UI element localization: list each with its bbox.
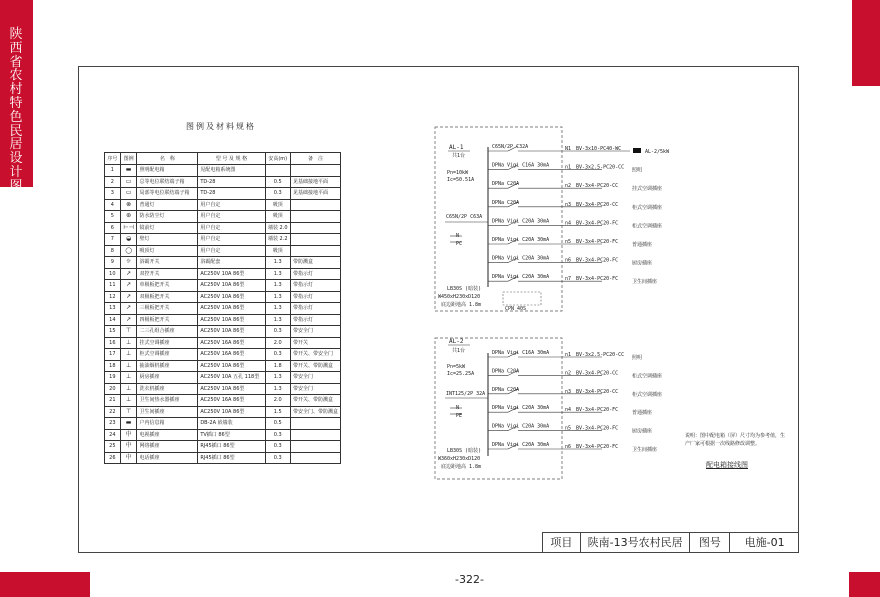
legend-spec: RJ45插口 86型 [198, 441, 265, 453]
project-value: 陕南-13号农村民居 [581, 533, 691, 553]
legend-no: 14 [105, 314, 121, 326]
legend-height: 0.3 [265, 441, 290, 453]
al2-pe: PE [456, 413, 463, 419]
legend-no: 3 [105, 188, 121, 200]
legend-name: 抽油烟机插座 [137, 360, 198, 372]
legend-no: 18 [105, 360, 121, 372]
three-gang-switch-icon: ↗ [126, 304, 132, 312]
al2-neutral: N [456, 405, 460, 411]
circuit-breaker: DPNa C20A [492, 368, 520, 375]
legend-no: 12 [105, 291, 121, 303]
legend-title: 图例及材料规格 [186, 122, 256, 131]
circuit-id: n6 [565, 257, 572, 264]
legend-height: 0.3 [265, 326, 290, 338]
circuit-load: 柜式空调插座 [632, 204, 663, 211]
legend-note: 带指示灯 [290, 303, 340, 315]
double-switch-icon: ↗ [126, 269, 132, 277]
circuit-cable: BV-3x4-PC20-FC [576, 444, 619, 450]
legend-no: 16 [105, 337, 121, 349]
circuit-breaker: DPNa Vigi C20A 30mA [492, 274, 550, 281]
waterproof-lamp-icon: ⊛ [126, 212, 132, 220]
legend-name: 挂式空调插座 [137, 337, 198, 349]
legend-spec: 用户自定 [198, 234, 265, 246]
legend-no: 17 [105, 349, 121, 361]
legend-spec: 见配电箱系统图 [198, 165, 265, 177]
legend-no: 11 [105, 280, 121, 292]
al2-sub: 共1台 [452, 348, 466, 354]
legend-spec: 用户自定 [198, 199, 265, 211]
legend-name: 双极板把开关 [137, 291, 198, 303]
legend-name: 普通灯 [137, 199, 198, 211]
circuit-breaker: DPNa Vigi C20A 30mA [492, 218, 550, 225]
title-block [542, 532, 799, 553]
al1-name: AL-1 [449, 144, 464, 151]
circuit-cable: BV-3x2.5-PC20-CC [576, 164, 625, 171]
legend-height: 0.5 [265, 176, 290, 188]
legend-header-no: 序号 [105, 153, 121, 165]
legend-no: 19 [105, 372, 121, 384]
legend-no: 15 [105, 326, 121, 338]
legend-height: 0.5 [265, 418, 290, 430]
legend-header-icon: 图例 [120, 153, 137, 165]
legend-name: 浴霸开关 [137, 257, 198, 269]
legend-name: 洗衣机插座 [137, 383, 198, 395]
circuit-id: n5 [565, 425, 572, 432]
legend-height: 1.3 [265, 257, 290, 269]
diagram-note: 说明：图中配电箱（屏）尺寸均为参考值，生产厂家可根据一次线路修改调整。 [685, 433, 786, 447]
tv-terminal-icon: ▭ [125, 177, 132, 185]
al2-name: AL-2 [449, 338, 464, 345]
legend-spec: TD-28 [198, 176, 265, 188]
legend-no: 22 [105, 406, 121, 418]
al1-spd: CPN 40S [505, 306, 527, 312]
legend-no: 20 [105, 383, 121, 395]
legend-no: 4 [105, 199, 121, 211]
al1-sub: 共1台 [452, 153, 466, 159]
legend-note: 带指示灯 [290, 314, 340, 326]
al2-incoming-breaker: INT125/2P 32A [446, 391, 486, 397]
legend-height: 1.5 [265, 406, 290, 418]
al2-circuits [488, 350, 662, 453]
legend-name: 照明配电箱 [137, 165, 198, 177]
circuit-cable: BV-3x4-PC20-CC [576, 388, 619, 395]
legend-note: 见基础接地平面 [290, 176, 340, 188]
legend-height: 墙装 2.0 [265, 222, 290, 234]
legend-spec: AC250V 10A 86型 [198, 291, 265, 303]
bath-switch-icon: ☼ [125, 258, 132, 266]
distribution-box-icon: ▬ [125, 166, 132, 174]
legend-spec: AC250V 10A 五孔 118型 [198, 372, 265, 384]
legend-height: 1.3 [265, 280, 290, 292]
circuit-breaker: DPNa Vigi C20A 30mA [492, 405, 550, 412]
al2-box-model: LB30S (暗装) [447, 448, 482, 454]
fluorescent-lamp-icon: ⊢⊣ [123, 223, 134, 231]
page-number: -322- [90, 571, 849, 597]
legend-height: 墙装 2.2 [265, 234, 290, 246]
tv-socket-icon: 中 [125, 430, 132, 438]
circuit-cable: BV-3x4-PC20-FC [576, 239, 619, 245]
circuit-id: n7 [565, 276, 572, 283]
legend-height: 吸顶 [265, 211, 290, 223]
legend-name: 单极板把开关 [137, 280, 198, 292]
legend-note: 见基础接地平面 [290, 188, 340, 200]
legend-spec: AC250V 10A 86型 [198, 383, 265, 395]
al1-incoming-label: AL-2/5kW [645, 149, 670, 155]
circuit-load: 柜式空调插座 [632, 223, 663, 230]
info-box-icon: ▬ [125, 419, 132, 427]
legend-no: 21 [105, 395, 121, 407]
legend-no: 1 [105, 165, 121, 177]
ceiling-lamp-icon: ◯ [125, 246, 132, 254]
legend-spec: AC250V 10A 86型 [198, 360, 265, 372]
legend-note: 带安全门、带防溅盒 [290, 406, 340, 418]
circuit-load: 照明 [632, 355, 643, 361]
legend-height: 0.3 [265, 188, 290, 200]
legend-no: 2 [105, 176, 121, 188]
legend-no: 26 [105, 452, 121, 464]
circuit-load: 柜式空调插座 [632, 373, 663, 380]
al1-incoming-box-icon [633, 148, 641, 153]
legend-no: 23 [105, 418, 121, 430]
four-gang-switch-icon: ↗ [126, 315, 132, 323]
washer-socket-icon: ⊥ [125, 384, 132, 392]
legend-no: 6 [105, 222, 121, 234]
legend-name: 总等电位联结端子箱 [137, 176, 198, 188]
circuit-breaker: DPNa C20A [492, 181, 520, 188]
lamp-icon: ⊗ [126, 200, 132, 208]
circuit-breaker: DPNa C20A [492, 386, 520, 393]
circuit-cable: BV-3x4-PC20-CC [576, 201, 619, 208]
bathroom-socket-icon: ⊤ [125, 407, 132, 415]
legend-spec: 浴霸配套 [198, 257, 265, 269]
circuit-cable: BV-3x10-PC40-WC [576, 146, 622, 152]
circuit-cable: BV-3x4-PC20-FC [576, 257, 619, 264]
legend-note: 带指示灯 [290, 268, 340, 280]
phone-socket-icon: 中 [125, 453, 132, 461]
legend-no: 9 [105, 257, 121, 269]
al1-current: Ic=50.51A [447, 177, 475, 183]
al1-spd-box [503, 292, 541, 305]
drawing-no-value: 电施-01 [744, 536, 785, 549]
legend-spec: DB-2A 嵌墙装 [198, 418, 265, 430]
legend-height: 1.8 [265, 360, 290, 372]
legend-spec: AC250V 16A 86型 [198, 395, 265, 407]
legend-height: 0.3 [265, 349, 290, 361]
network-socket-icon: 中 [125, 442, 132, 450]
legend-note: 带安全门 [290, 383, 340, 395]
legend-name: 镜前灯 [137, 222, 198, 234]
legend-spec: AC250V 10A 86型 [198, 303, 265, 315]
circuit-load: 照明 [632, 167, 643, 174]
legend-height: 1.3 [265, 314, 290, 326]
legend-no: 13 [105, 303, 121, 315]
cabinet-ac-socket-icon: ⊥ [125, 350, 132, 358]
circuit-cable: BV-3x2.5-PC20-CC [576, 352, 625, 358]
circuit-cable: BV-3x4-PC20-CC [576, 370, 619, 377]
legend-height: 1.3 [265, 268, 290, 280]
circuit-id: N1 [565, 146, 572, 152]
side-label: 陕西省农村特色民居设计图集 [9, 27, 23, 208]
circuit-breaker: DPNa Vigi C20A 30mA [492, 442, 550, 448]
legend-name: 局部等电位联结端子箱 [137, 188, 198, 200]
circuit-breaker: C65N/2P C32A [492, 144, 529, 150]
single-switch-icon: ↗ [126, 281, 132, 289]
water-heater-socket-icon: ⊥ [125, 396, 132, 404]
legend-header-height: 安高(m) [265, 153, 290, 165]
legend-height: 1.3 [265, 303, 290, 315]
legend-name: 二三孔组合插座 [137, 326, 198, 338]
legend-spec: AC250V 10A 86型 [198, 280, 265, 292]
legend-spec: AC250V 10A 86型 [198, 326, 265, 338]
legend-spec: AC250V 10A 86型 [198, 406, 265, 418]
local-terminal-icon: ▭ [125, 189, 132, 197]
legend-name: 四极板把开关 [137, 314, 198, 326]
circuit-load: 厨房插座 [632, 428, 653, 435]
legend-height: 吸顶 [265, 199, 290, 211]
legend-no: 7 [105, 234, 121, 246]
circuit-breaker: DPNa Vigi C16A 30mA [492, 350, 550, 356]
circuit-id: n2 [565, 183, 572, 190]
diagram-caption: 配电箱接线图 [706, 461, 748, 469]
legend-name: 三极板把开关 [137, 303, 198, 315]
socket-icon: ⊤ [125, 327, 132, 335]
legend-height: 1.3 [265, 291, 290, 303]
legend-name: 防水防尘灯 [137, 211, 198, 223]
circuit-id: n5 [565, 239, 572, 245]
hood-socket-icon: ⊥ [125, 361, 132, 369]
legend-spec: AC250V 10A 86型 [198, 268, 265, 280]
circuit-id: n1 [565, 352, 572, 358]
legend-no: 25 [105, 441, 121, 453]
circuit-load: 卫生间插座 [632, 447, 658, 453]
legend-note: 带指示灯 [290, 280, 340, 292]
circuit-breaker: DPNa C20A [492, 199, 520, 206]
legend-spec: 用户自定 [198, 245, 265, 257]
circuit-cable: BV-3x4-PC20-CC [576, 183, 619, 190]
legend-spec: AC250V 16A 86型 [198, 349, 265, 361]
legend-name: 柜式空调插座 [137, 349, 198, 361]
al2-current: Ic=25.25A [447, 371, 475, 377]
al1-box-height: 底边距地高 1.8m [441, 302, 482, 308]
circuit-id: n3 [565, 201, 572, 208]
circuit-load: 柜式空调插座 [632, 391, 663, 398]
al1-circuits [488, 144, 662, 285]
circuit-breaker: DPNa Vigi C16A 30mA [492, 162, 550, 169]
legend-name: 卫生间热水器插座 [137, 395, 198, 407]
legend-header-spec: 型 号 及 规 格 [198, 153, 265, 165]
drawing-no-label: 图号 [690, 533, 730, 553]
legend-no: 5 [105, 211, 121, 223]
legend-note: 带开关、带安全门 [290, 349, 340, 361]
legend-spec: 用户自定 [198, 211, 265, 223]
circuit-id: n3 [565, 388, 572, 395]
legend-height: 2.0 [265, 395, 290, 407]
legend-spec: RJ45插口 86型 [198, 452, 265, 464]
legend-name: 厨房插座 [137, 372, 198, 384]
circuit-load: 卫生间插座 [632, 279, 658, 286]
legend-height: 1.3 [265, 383, 290, 395]
legend-name: 户内信息箱 [137, 418, 198, 430]
legend-name: 吸顶灯 [137, 245, 198, 257]
legend-spec: TV插口 86型 [198, 429, 265, 441]
circuit-load: 厨房插座 [632, 260, 653, 267]
al2-power: Pn=5kW [447, 364, 466, 370]
legend-note: 带安全门 [290, 372, 340, 384]
legend-note: 带指示灯 [290, 291, 340, 303]
circuit-id: n6 [565, 444, 572, 450]
circuit-load: 普通插座 [632, 410, 653, 417]
legend-note: 带开关、带防溅盒 [290, 395, 340, 407]
legend-note: 带开关 [290, 337, 340, 349]
legend-height: 0.3 [265, 429, 290, 441]
legend-height: 吸顶 [265, 245, 290, 257]
circuit-cable: BV-3x4-PC20-FC [576, 407, 619, 414]
al1-neutral: N [456, 233, 460, 239]
two-gang-switch-icon: ↗ [126, 292, 132, 300]
legend-header-note: 备 注 [290, 153, 340, 165]
al1-incoming-breaker: C65N/2P C63A [446, 214, 483, 220]
legend-height: 0.3 [265, 452, 290, 464]
circuit-id: n2 [565, 370, 572, 377]
legend-name: 电视插座 [137, 429, 198, 441]
al2-box-size: W360xH230xD120 [438, 456, 481, 462]
legend-spec: 用户自定 [198, 222, 265, 234]
legend-no: 8 [105, 245, 121, 257]
legend-height: 1.3 [265, 372, 290, 384]
legend-name: 网络插座 [137, 441, 198, 453]
legend-no: 24 [105, 429, 121, 441]
circuit-id: n1 [565, 164, 572, 171]
legend-no: 10 [105, 268, 121, 280]
legend-header-name: 名 称 [137, 153, 198, 165]
circuit-id: n4 [565, 220, 572, 227]
kitchen-socket-icon: ⊥ [125, 373, 132, 381]
legend-name: 壁灯 [137, 234, 198, 246]
legend-name: 卫生间插座 [137, 406, 198, 418]
circuit-id: n4 [565, 407, 572, 414]
legend-name: 双控开关 [137, 268, 198, 280]
al1-power: Pn=10kW [447, 170, 469, 176]
legend-note: 带开关、带防溅盒 [290, 360, 340, 372]
legend-name: 电话插座 [137, 452, 198, 464]
circuit-cable: BV-3x4-PC20-FC [576, 425, 619, 432]
ac-socket-icon: ⊥ [125, 338, 132, 346]
legend-note: 带安全门 [290, 326, 340, 338]
circuit-load: 挂式空调插座 [632, 186, 663, 193]
legend-spec: AC250V 16A 86型 [198, 337, 265, 349]
circuit-cable: BV-3x4-PC20-FC [576, 276, 619, 283]
circuit-cable: BV-3x4-PC20-FC [576, 220, 619, 227]
legend-note: 带防溅盒 [290, 257, 340, 269]
circuit-breaker: DPNa Vigi C20A 30mA [492, 237, 550, 243]
circuit-breaker: DPNa Vigi C20A 30mA [492, 423, 550, 430]
project-label: 项目 [543, 533, 581, 553]
al1-pe: PC [456, 241, 463, 247]
al2-box-height: 底边距地高 1.8m [441, 464, 482, 470]
legend-spec: TD-28 [198, 188, 265, 200]
legend-spec: AC250V 10A 86型 [198, 314, 265, 326]
al1-box-size: W450xH230xD120 [438, 294, 481, 300]
circuit-breaker: DPNa Vigi C20A 30mA [492, 255, 550, 262]
legend-height: 2.0 [265, 337, 290, 349]
al1-box-model: LB30S (暗装) [447, 286, 482, 292]
circuit-load: 普通插座 [632, 242, 653, 248]
wall-lamp-icon: ◒ [125, 235, 132, 243]
